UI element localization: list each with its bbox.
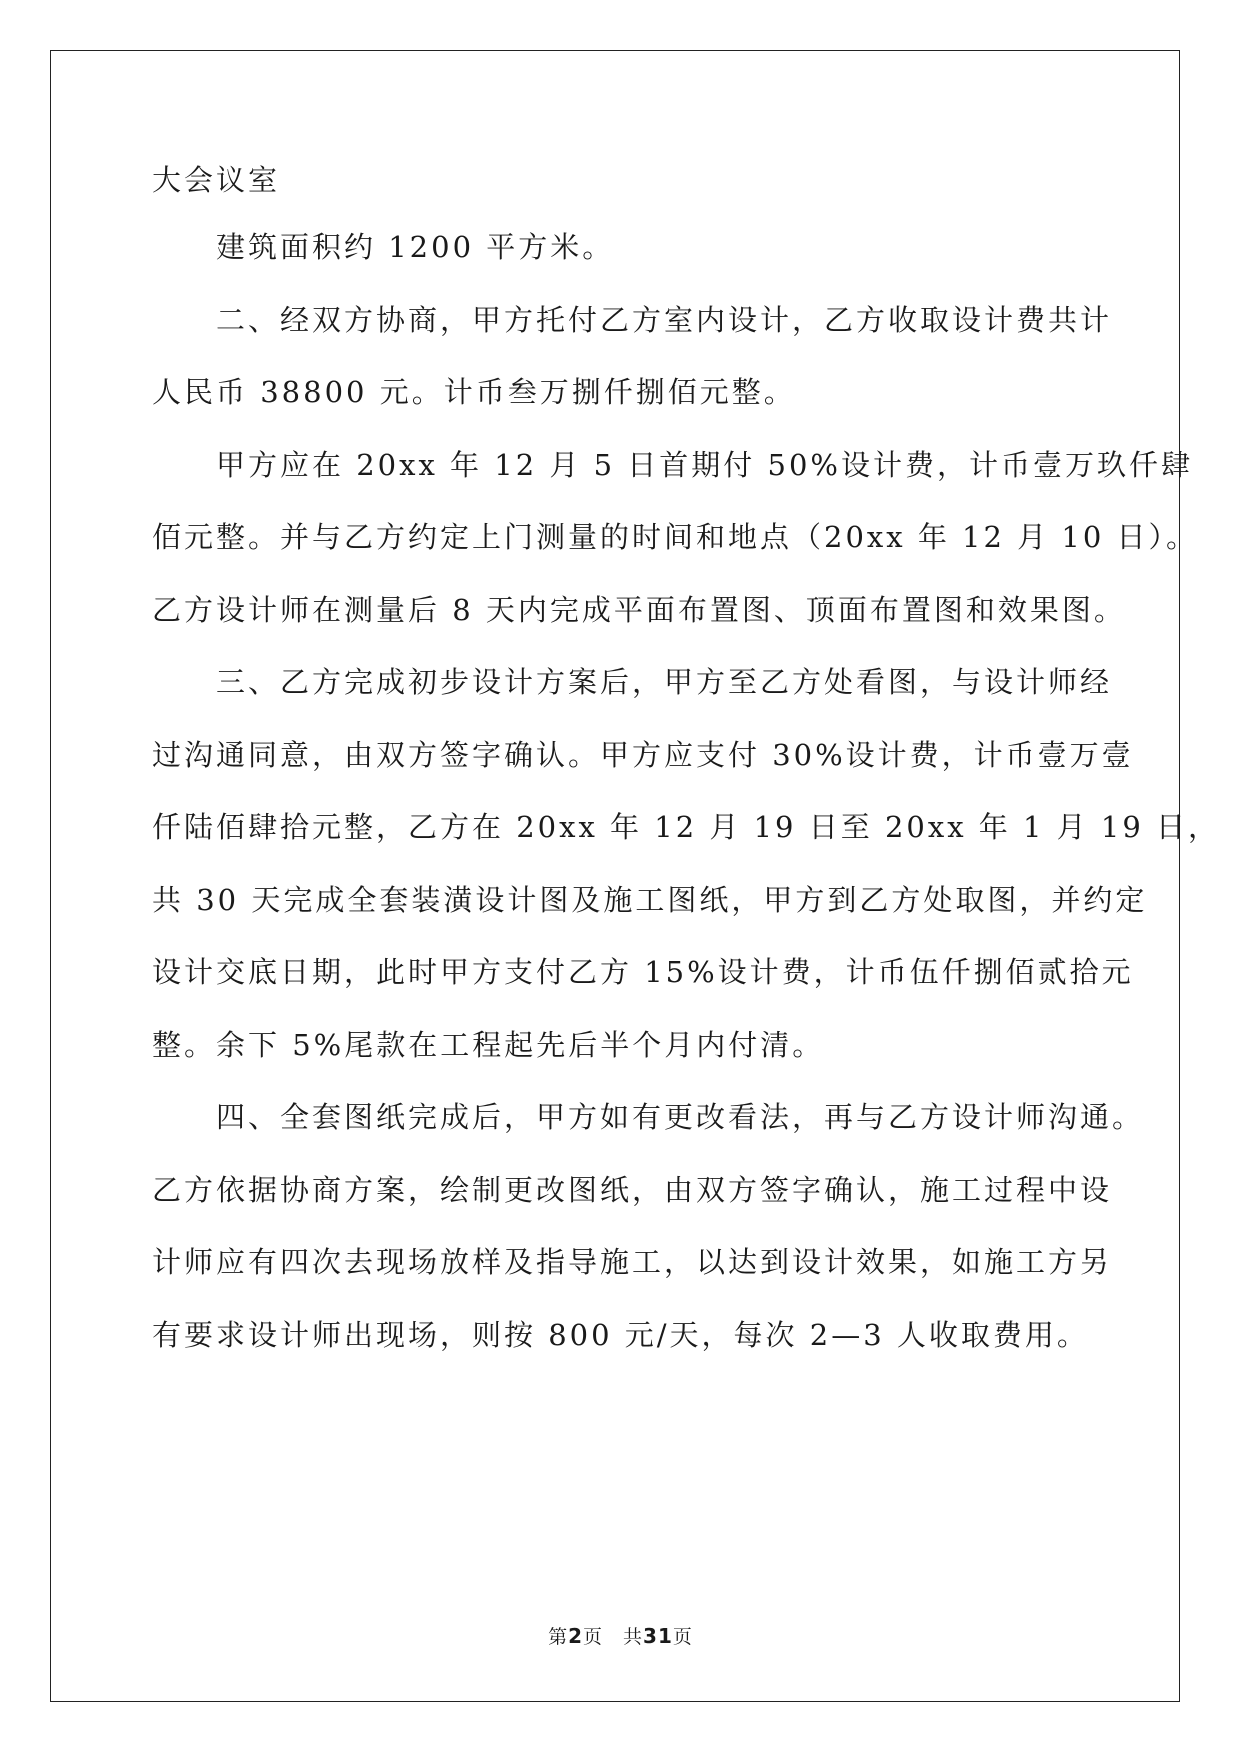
text-line: 佰元整。并与乙方约定上门测量的时间和地点（20xx 年 12 月 10 日）。: [152, 520, 1199, 554]
page-label-suffix: 页: [583, 1626, 604, 1648]
text-line: 乙方设计师在测量后 8 天内完成平面布置图、顶面布置图和效果图。: [152, 593, 1126, 627]
paragraph-line: 三、乙方完成初步设计方案后，甲方至乙方处看图，与设计师经: [216, 665, 1113, 699]
text-line: 有要求设计师出现场，则按 800 元/天，每次 2—3 人收取费用。: [152, 1318, 1089, 1352]
page-number: 2: [568, 1624, 584, 1648]
text-line: 过沟通同意，由双方签字确认。甲方应支付 30%设计费，计币壹万壹: [152, 738, 1134, 772]
text-line: 乙方依据协商方案，绘制更改图纸，由双方签字确认，施工过程中设: [152, 1173, 1113, 1207]
text-line: 大会议室: [152, 163, 281, 197]
paragraph-line: 四、全套图纸完成后，甲方如有更改看法，再与乙方设计师沟通。: [216, 1100, 1145, 1134]
text-line: 整。余下 5%尾款在工程起先后半个月内付清。: [152, 1028, 825, 1062]
text-line: 设计交底日期，此时甲方支付乙方 15%设计费，计币伍仟捌佰贰拾元: [152, 955, 1134, 989]
text-line: 计师应有四次去现场放样及指导施工，以达到设计效果，如施工方另: [152, 1245, 1113, 1279]
page-footer: [0, 1624, 1241, 1649]
text-line: 仟陆佰肆拾元整，乙方在 20xx 年 12 月 19 日至 20xx 年 1 月 19 日，: [152, 810, 1220, 844]
paragraph-line: 甲方应在 20xx 年 12 月 5 日首期付 50%设计费，计币壹万玖仟肆: [216, 448, 1193, 482]
paragraph-line: 二、经双方协商，甲方托付乙方室内设计，乙方收取设计费共计: [216, 303, 1113, 337]
paragraph-line: 建筑面积约 1200 平方米。: [216, 230, 615, 264]
text-line: 共 30 天完成全套装潢设计图及施工图纸，甲方到乙方处取图，并约定: [152, 883, 1148, 917]
text-line: 人民币 38800 元。计币叁万捌仟捌佰元整。: [152, 375, 796, 409]
total-label-suffix: 页: [672, 1626, 693, 1648]
page-label-prefix: 第: [548, 1626, 569, 1648]
total-label-prefix: 共: [623, 1626, 644, 1648]
page-border: [50, 50, 1180, 1702]
total-pages: 31: [643, 1624, 673, 1648]
